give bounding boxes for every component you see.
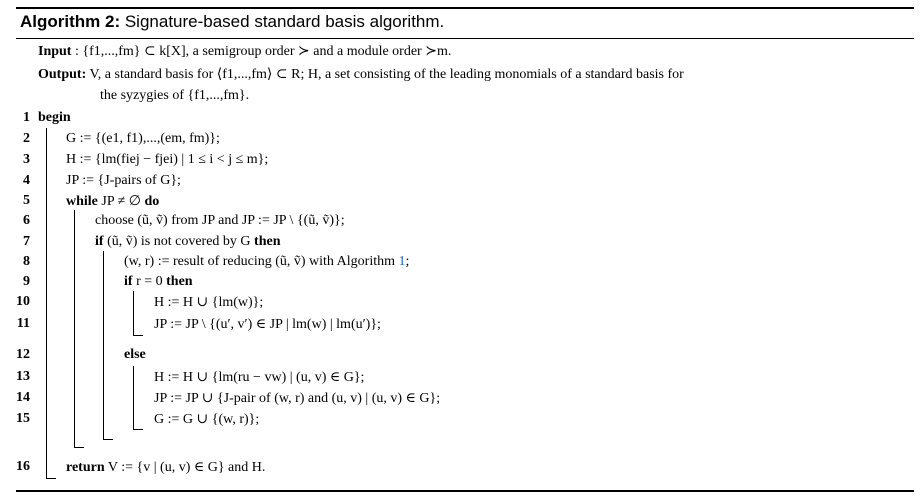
line-number: 1 — [23, 110, 30, 125]
if-covered-block-bar — [103, 251, 104, 439]
if-condition: r = 0 — [136, 274, 163, 289]
statement-line-15: G := G ∪ {(w, r)}; — [154, 412, 260, 427]
reduce-statement: (w, r) := result of reducing (ũ, ṽ) with Algorithm — [124, 254, 395, 269]
statement-terminator: ; — [405, 254, 410, 269]
statement-line-6: choose (ũ, ṽ) from JP and JP := JP \ {(ũ, ṽ)}; — [95, 213, 345, 228]
begin-keyword: begin — [38, 110, 71, 125]
line-number: 9 — [23, 274, 30, 289]
line-number: 14 — [16, 390, 30, 405]
input-line — [38, 43, 451, 60]
statement-line-10: H := H ∪ {lm(w)}; — [154, 295, 264, 310]
caption-rule — [16, 38, 914, 39]
else-block-bar — [133, 366, 134, 429]
else-block-end — [133, 429, 143, 430]
input-label: Input — [38, 44, 72, 59]
line-number: 7 — [23, 234, 30, 249]
line-number: 11 — [16, 316, 30, 331]
if-keyword: if — [95, 234, 104, 249]
return-value: V := {v | (u, v) ∈ G} and H. — [107, 460, 266, 475]
input-text: : {f1,...,fm} ⊂ k[X], a semigroup order ≻ and a module order ≻m. — [74, 44, 452, 59]
if-covered-block-end — [103, 439, 113, 440]
statement-line-2: G := {(e1, f1),...,(em, fm)}; — [66, 131, 220, 146]
output-label: Output: — [38, 67, 87, 82]
else-keyword: else — [124, 347, 146, 362]
top-rule — [16, 7, 914, 9]
while-block-bar — [74, 210, 75, 447]
statement-line-7 — [95, 234, 280, 250]
line-number: 4 — [23, 173, 30, 188]
caption-title: Signature-based standard basis algorithm. — [124, 12, 445, 31]
caption-label: Algorithm 2: — [20, 12, 121, 31]
output-line — [38, 66, 684, 83]
begin-block-end — [46, 478, 56, 479]
line-number: 13 — [16, 369, 30, 384]
line-number: 10 — [16, 294, 30, 309]
statement-line-4: JP := {J-pairs of G}; — [66, 173, 181, 188]
do-keyword: do — [144, 194, 160, 209]
line-number: 5 — [23, 193, 30, 208]
line-number: 16 — [16, 459, 30, 474]
if-r-zero-block-end — [133, 335, 143, 336]
line-number: 8 — [23, 254, 30, 269]
line-number: 6 — [23, 213, 30, 228]
then-keyword: then — [254, 234, 281, 249]
statement-line-5 — [66, 193, 159, 210]
statement-line-16 — [66, 459, 265, 476]
while-condition: JP ≠ ∅ — [101, 194, 141, 209]
then-keyword: then — [166, 274, 193, 289]
if-keyword: if — [124, 274, 133, 289]
if-r-zero-block-bar — [133, 291, 134, 335]
algorithm-caption — [20, 12, 444, 32]
while-keyword: while — [66, 194, 98, 209]
return-keyword: return — [66, 460, 105, 475]
line-number: 3 — [23, 152, 30, 167]
output-line-cont: the syzygies of {f1,...,fm}. — [100, 88, 250, 103]
statement-line-3: H := {lm(fiej − fjei) | 1 ≤ i < j ≤ m}; — [66, 152, 269, 167]
statement-line-13: H := H ∪ {lm(ru − vw) | (u, v) ∈ G}; — [154, 370, 365, 385]
line-number: 15 — [16, 411, 30, 426]
if-condition: (ũ, ṽ) is not covered by G — [107, 234, 251, 249]
statement-line-8 — [124, 254, 409, 270]
begin-block-bar — [46, 128, 47, 478]
algorithm-ref-link[interactable]: 1 — [398, 254, 406, 269]
line-number: 2 — [23, 131, 30, 146]
bottom-rule — [16, 490, 914, 492]
statement-line-9 — [124, 274, 193, 290]
output-text: V, a standard basis for ⟨f1,...,fm⟩ ⊂ R; H, a set consisting of the leading monomials of a standard basis for — [89, 67, 684, 82]
statement-line-14: JP := JP ∪ {J-pair of (w, r) and (u, v) | (u, v) ∈ G}; — [154, 391, 441, 406]
statement-line-11: JP := JP \ {(u′, v′) ∈ JP | lm(w) | lm(u′)}; — [154, 317, 381, 332]
while-block-end — [74, 447, 84, 448]
line-number: 12 — [16, 347, 30, 362]
